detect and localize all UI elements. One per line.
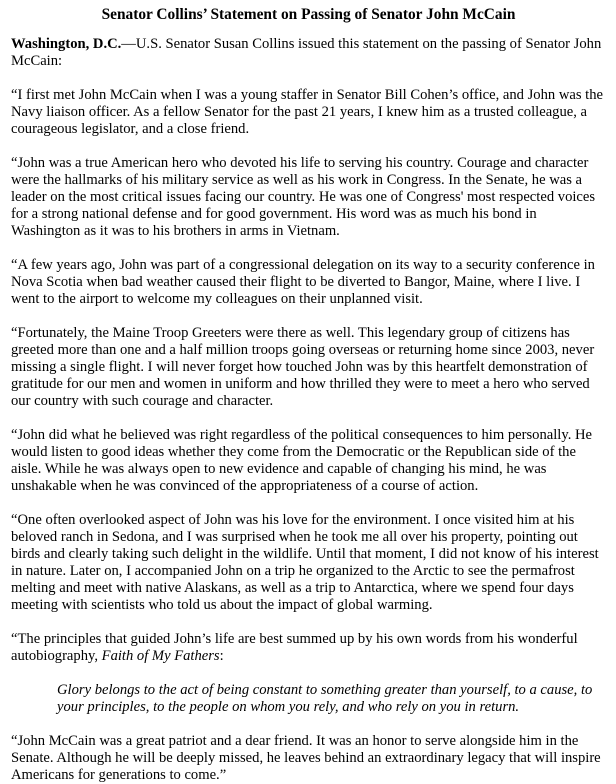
dateline: Washington, D.C. — [11, 36, 122, 52]
paragraph-troop-greeters: “Fortunately, the Maine Troop Greeters were there as well. This legendary group of citizens has greeted more than one and a half million troops going overseas or returning home since 2003, never missing a single flight. I will never forget how touched John was by this heartfelt demonstration of gratitude for our men and women in uniform and how thrilled they were to meet a hero who served our country with such courage and character. — [11, 325, 595, 409]
paragraph-first-met: “I first met John McCain when I was a young staffer in Senator Bill Cohen’s office, and John was the Navy liaison officer. As a fellow Senator for the past 21 years, I knew him as a trusted colleague, a courageous legislator, and a close friend. — [11, 87, 604, 137]
paragraph-american-hero: “John was a true American hero who devoted his life to serving his country. Courage and character were the hallmarks of his military service as well as his work in Congress. In the Senate, he was a leader on the most critical issues facing our country. He was one of Congress' most respected voices for a strong national defense and for good government. His word was as much his bond in Washington as it was to his brothers in arms in Vietnam. — [11, 155, 596, 239]
paragraph-bangor-visit: “A few years ago, John was part of a congressional delegation on its way to a security conference in Nova Scotia when bad weather caused their flight to be diverted to Bangor, Maine, where I live. I went to the airport to welcome my colleagues on their unplanned visit. — [11, 257, 595, 307]
page-title: Senator Collins’ Statement on Passing of Senator John McCain — [101, 6, 516, 23]
book-title: Faith of My Fathers — [101, 648, 220, 664]
principles-colon: : — [219, 648, 224, 664]
paragraph-environment: “One often overlooked aspect of John was his love for the environment. I once visited him at his beloved ranch in Sedona, and I was surprised when he took me all over his property, pointing out birds and clearly taking such delight in the wildlife. Until that moment, I did not know of his interest in nature. Later on, I accompanied John on a trip he organized to the Arctic to see the permafrost melting and meet with native Alaskans, as well as a trip to Antarctica, where we spend four days meeting with scientists who told us about the impact of global warming. — [11, 512, 599, 613]
intro-text: —U.S. Senator Susan Collins issued this statement on the passing of Senator John McCain: — [11, 36, 602, 69]
block-quote: Glory belongs to the act of being constant to something greater than yourself, to a cause, to your principles, to the people on whom you rely, and who rely on you in return. — [57, 682, 593, 715]
paragraph-closing: “John McCain was a great patriot and a dear friend. It was an honor to serve alongside him in the Senate. Although he will be deeply missed, he leaves behind an extraordinary legacy that will inspire Americans for generations to come.” — [11, 733, 601, 783]
paragraph-principles — [11, 631, 606, 665]
principles-text: “The principles that guided John’s life are best summed up by his own words from his wonderful autobiography, — [11, 631, 578, 664]
paragraph-did-what-right: “John did what he believed was right regardless of the political consequences to him personally. He would listen to good ideas whether they come from the Democratic or the Republican side of the aisle. While he was always open to new evidence and capable of changing his mind, he was unshakable when he was convinced of the appropriateness of a course of action. — [11, 427, 593, 494]
intro-paragraph — [11, 36, 606, 70]
